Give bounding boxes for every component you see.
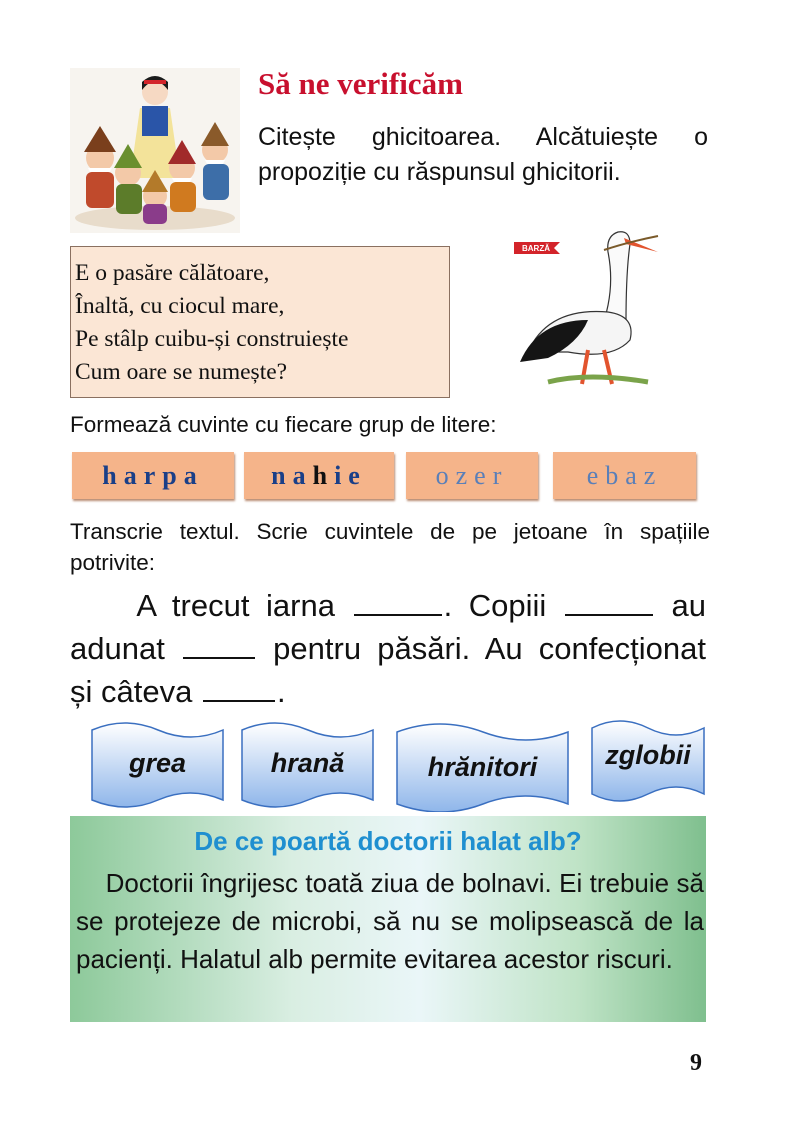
answer-blank[interactable] — [203, 672, 275, 702]
word-card: hrănitori — [395, 720, 570, 812]
letter-tile: harpa — [72, 452, 234, 499]
riddle-line: Pe stâlp cuibu-și construiește — [75, 326, 349, 352]
letter-tile: ebaz — [553, 452, 696, 499]
page-number: 9 — [690, 1050, 702, 1076]
fill-in-exercise — [70, 584, 706, 713]
riddle-instruction-line2: propoziție cu răspunsul ghicitorii. — [258, 158, 621, 186]
transcribe-instruction: Transcrie textul. Scrie cuvintele de pe jetoane în spațiile potrivite: — [70, 519, 710, 575]
stork-label: BARZĂ — [522, 244, 550, 253]
exercise-line: și câteva . — [70, 674, 286, 709]
riddle-instruction-line1: Citește ghicitoarea. Alcătuiește o — [258, 123, 708, 151]
word-card: zglobii — [590, 716, 706, 808]
letter-tile: ozer — [406, 452, 538, 499]
word-card: hrană — [240, 720, 375, 812]
answer-blank[interactable] — [565, 586, 653, 616]
snow-white-dwarfs-illustration — [70, 68, 240, 233]
info-box-title: De ce poartă doctorii halat alb? — [194, 826, 582, 856]
page-title: Să ne verificăm — [258, 66, 463, 101]
word-formation-instruction: Formează cuvinte cu fiecare grup de litere: — [70, 412, 497, 437]
exercise-line: A trecut iarna . Copiii au — [136, 588, 706, 623]
word-card: grea — [90, 720, 225, 812]
info-box-text: Doctorii îngrijesc toată ziua de bolnavi. Ei trebuie să se protejeze de microbi, să nu se molipsească de la pacienți. Halatul alb permite evitarea acestor riscuri. — [76, 868, 704, 974]
info-box — [70, 816, 706, 1022]
exercise-line: adunat pentru păsări. Au confecționat — [70, 631, 706, 666]
answer-blank[interactable] — [354, 586, 442, 616]
riddle-instruction — [258, 120, 708, 190]
riddle-box — [70, 246, 450, 398]
riddle-line: Înaltă, cu ciocul mare, — [75, 293, 285, 319]
stork-illustration — [508, 212, 664, 388]
riddle-line: Cum oare se numește? — [75, 359, 288, 385]
letter-tile: nahie — [244, 452, 394, 499]
answer-blank[interactable] — [183, 629, 255, 659]
riddle-line: E o pasăre călătoare, — [75, 260, 270, 286]
